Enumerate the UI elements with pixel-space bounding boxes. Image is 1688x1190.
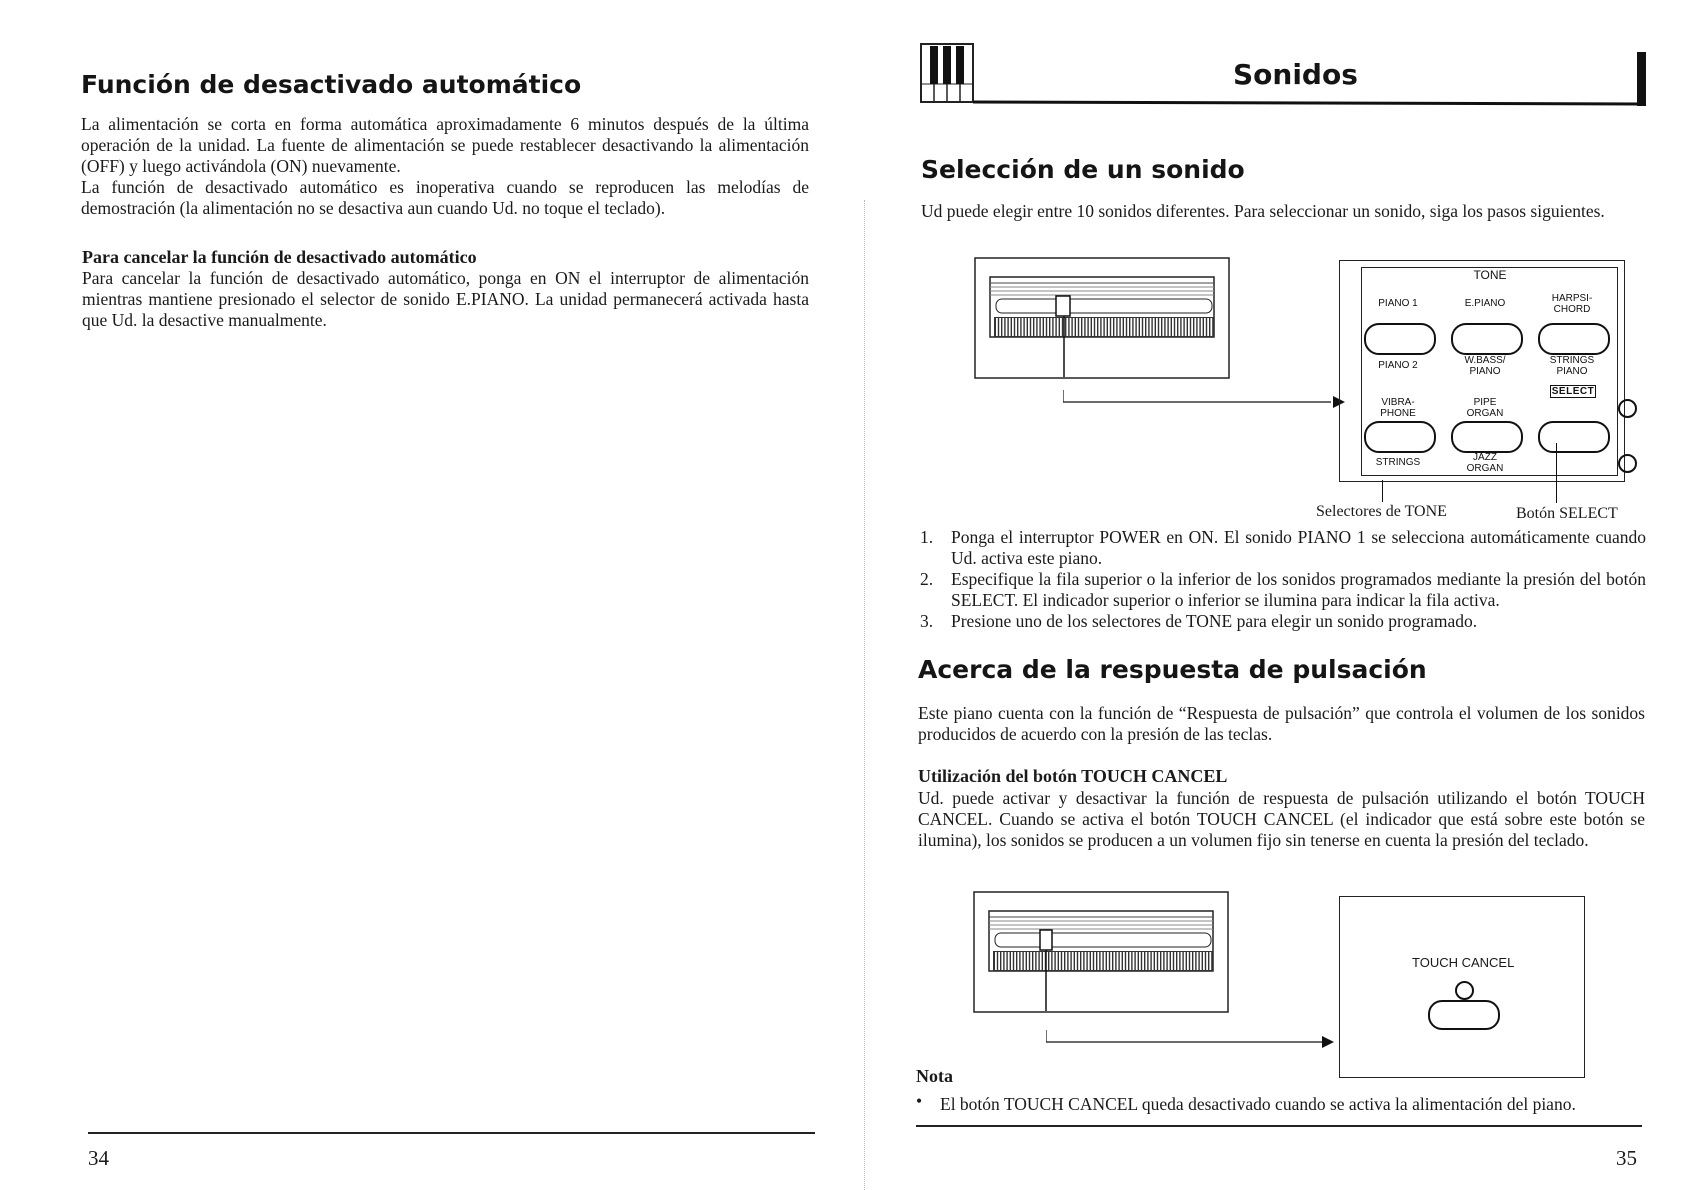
piano-key <box>1153 318 1155 336</box>
piano-key <box>1043 952 1045 970</box>
left-heading: Función de desactivado automático <box>81 70 582 99</box>
steps-list <box>920 527 1646 632</box>
select-label: SELECT <box>1551 386 1595 397</box>
tone-label: E.PIANO <box>1464 298 1506 309</box>
paragraph: La alimentación se corta en forma automática aproximadamente 6 minutos después de la última operación de la unidad. La fuente de alimentación se puede restablecer desactivando la alimentación (OFF) y luego activándola (ON) nuevamente. <box>81 114 809 176</box>
tone-button[interactable] <box>1451 421 1523 453</box>
list-item: 3. Presione uno de los selectores de TONE para elegir un sonido programado. <box>920 611 1478 631</box>
piano-key <box>1155 952 1157 970</box>
piano-key <box>1091 952 1093 970</box>
tone-label: W.BASS/ PIANO <box>1464 355 1506 377</box>
piano-key <box>1053 952 1055 970</box>
piano-key <box>1136 952 1138 970</box>
piano-key <box>1104 952 1106 970</box>
piano-key <box>1069 952 1071 970</box>
list-item: 1. Ponga el interruptor POWER en ON. El sonido PIANO 1 se selecciona automáticamente cuando Ud. activa este piano. <box>920 527 1646 568</box>
piano-key <box>1041 318 1043 336</box>
piano-key <box>1152 952 1154 970</box>
piano-key <box>1191 318 1193 336</box>
page-gutter <box>864 200 866 1190</box>
piano-key <box>1006 318 1008 336</box>
piano-key <box>1018 318 1020 336</box>
piano-key <box>1108 318 1110 336</box>
piano-key <box>1094 952 1096 970</box>
note-bullet: • <box>916 1091 923 1111</box>
right-page-number: 35 <box>1616 1146 1637 1170</box>
piano-key <box>1187 952 1189 970</box>
piano-key <box>1114 318 1116 336</box>
piano-key <box>1014 952 1016 970</box>
piano-key <box>1001 952 1003 970</box>
piano-key <box>1012 318 1014 336</box>
piano-key <box>1159 318 1161 336</box>
piano-key <box>1182 318 1184 336</box>
piano-key <box>1072 952 1074 970</box>
piano-key <box>1085 952 1087 970</box>
piano-key <box>1021 952 1023 970</box>
piano-key <box>1209 952 1211 970</box>
piano-key <box>1168 952 1170 970</box>
piano-key <box>1166 318 1168 336</box>
piano-key <box>1089 318 1091 336</box>
piano-key <box>1129 952 1131 970</box>
piano-key <box>1005 952 1007 970</box>
select-callout-line <box>1556 443 1557 503</box>
piano-key <box>1174 952 1176 970</box>
piano-key <box>1098 318 1100 336</box>
piano-key <box>1034 318 1036 336</box>
tone-label: STRINGS <box>1375 457 1421 468</box>
tone-button[interactable] <box>1364 323 1436 355</box>
tone-label: HARPSI- CHORD <box>1551 293 1593 315</box>
piano-key <box>1056 952 1058 970</box>
piano-key <box>1086 318 1088 336</box>
piano-key <box>1047 318 1049 336</box>
piano-key <box>1092 318 1094 336</box>
piano-key <box>1123 952 1125 970</box>
upper-row-indicator <box>1618 399 1637 418</box>
piano-key <box>1121 318 1123 336</box>
piano-key <box>1059 952 1061 970</box>
section1-intro: Ud puede elegir entre 10 sonidos diferentes. Para seleccionar un sonido, siga los pasos siguientes. <box>921 201 1605 221</box>
piano-key <box>1130 318 1132 336</box>
piano-key <box>1081 952 1083 970</box>
piano-key <box>1156 318 1158 336</box>
piano-key <box>1171 952 1173 970</box>
piano-key <box>1206 952 1208 970</box>
piano-key <box>1011 952 1013 970</box>
caption-tone-selectors: Selectores de TONE <box>1316 503 1447 520</box>
piano-key <box>1190 952 1192 970</box>
piano-key <box>1038 318 1040 336</box>
piano-key <box>1031 318 1033 336</box>
select-button[interactable] <box>1538 421 1610 453</box>
piano-key <box>1065 952 1067 970</box>
tone-label: STRINGS PIANO <box>1549 355 1595 377</box>
piano-key <box>1185 318 1187 336</box>
left-subparagraph: Para cancelar la función de desactivado automático, ponga en ON el interruptor de alimentación mientras mantiene presionado el selector de sonido E.PIANO. La unidad permanecerá activada hasta que Ud. la desactive manualmente. <box>82 268 809 330</box>
piano-key <box>1124 318 1126 336</box>
tone-callout-line <box>1382 480 1383 502</box>
piano-key <box>1079 318 1081 336</box>
tone-label: VIBRA- PHONE <box>1380 397 1416 419</box>
section1-heading: Selección de un sonido <box>921 155 1245 184</box>
piano-key <box>1033 952 1035 970</box>
piano-key <box>1105 318 1107 336</box>
piano-key <box>1200 952 1202 970</box>
left-subheading: Para cancelar la función de desactivado automático <box>82 247 477 267</box>
piano-key <box>1177 952 1179 970</box>
piano-key <box>1113 952 1115 970</box>
piano-key <box>1184 952 1186 970</box>
piano-key <box>1076 318 1078 336</box>
piano-key <box>1118 318 1120 336</box>
piano-key <box>1181 952 1183 970</box>
touch-cancel-indicator <box>1455 981 1474 1000</box>
piano-key <box>1088 952 1090 970</box>
piano-key <box>1075 952 1077 970</box>
tone-label: PIPE ORGAN <box>1466 397 1504 419</box>
touch-cancel-button[interactable] <box>1428 1000 1500 1030</box>
piano-key <box>1201 318 1203 336</box>
piano-key <box>1073 318 1075 336</box>
piano-key <box>1137 318 1139 336</box>
piano-key <box>1025 318 1027 336</box>
piano-key <box>1008 952 1010 970</box>
connector-arrow <box>1046 1030 1346 1060</box>
piano-key <box>1028 318 1030 336</box>
tone-title: TONE <box>1473 268 1507 282</box>
piano-key <box>1149 952 1151 970</box>
note-title: Nota <box>916 1066 953 1086</box>
piano-key <box>1070 318 1072 336</box>
piano-key <box>1145 952 1147 970</box>
piano-key <box>1082 318 1084 336</box>
piano-key <box>1165 952 1167 970</box>
piano-key <box>1040 952 1042 970</box>
note-text: El botón TOUCH CANCEL queda desactivado cuando se activa la alimentación del piano. <box>940 1094 1576 1114</box>
piano-key <box>1066 318 1068 336</box>
piano-key <box>1110 952 1112 970</box>
connector-arrow <box>1063 390 1363 420</box>
keyboard-diagram <box>974 257 1230 379</box>
piano-key <box>1194 318 1196 336</box>
piano-key <box>998 952 1000 970</box>
piano-key <box>1049 952 1051 970</box>
tone-button[interactable] <box>1451 323 1523 355</box>
piano-key <box>1027 952 1029 970</box>
piano-key <box>1037 952 1039 970</box>
tone-label: JAZZ ORGAN <box>1466 452 1504 474</box>
right-footer-rule <box>916 1125 1642 1127</box>
left-page-number: 34 <box>88 1146 109 1170</box>
tone-button[interactable] <box>1364 421 1436 453</box>
chapter-title: Sonidos <box>1233 58 1358 91</box>
keyboard-diagram <box>973 891 1229 1013</box>
left-paragraphs <box>81 114 809 219</box>
piano-key <box>1178 318 1180 336</box>
piano-key <box>1111 318 1113 336</box>
piano-key <box>1142 952 1144 970</box>
piano-key <box>1169 318 1171 336</box>
piano-key <box>1162 318 1164 336</box>
left-footer-rule <box>88 1132 815 1134</box>
piano-key <box>1193 952 1195 970</box>
piano-key <box>1062 952 1064 970</box>
piano-key <box>1054 318 1056 336</box>
piano-key <box>1133 952 1135 970</box>
piano-key <box>1044 318 1046 336</box>
piano-key <box>1158 952 1160 970</box>
piano-key <box>1057 318 1059 336</box>
piano-key <box>1210 318 1212 336</box>
piano-key <box>1161 952 1163 970</box>
section2-subheading: Utilización del botón TOUCH CANCEL <box>918 766 1228 786</box>
piano-key <box>996 318 998 336</box>
touch-cancel-label: TOUCH CANCEL <box>1412 955 1515 970</box>
tone-label: PIANO 1 <box>1378 298 1418 309</box>
piano-key <box>1017 952 1019 970</box>
piano-key <box>1095 318 1097 336</box>
piano-key <box>1150 318 1152 336</box>
tone-label: PIANO 2 <box>1378 360 1418 371</box>
piano-key <box>1139 952 1141 970</box>
piano-key <box>1204 318 1206 336</box>
piano-key <box>995 952 997 970</box>
lower-row-indicator <box>1618 454 1637 473</box>
list-item: 2. Especifique la fila superior o la inferior de los sonidos programados mediante la presión del botón SELECT. El indicador superior o inferior se ilumina para indicar la fila activa. <box>920 569 1646 610</box>
piano-key <box>1203 952 1205 970</box>
piano-key <box>1002 318 1004 336</box>
piano-key <box>1172 318 1174 336</box>
piano-key <box>1030 952 1032 970</box>
piano-key <box>999 318 1001 336</box>
piano-key <box>1107 952 1109 970</box>
piano-key <box>1009 318 1011 336</box>
section2-heading: Acerca de la respuesta de pulsación <box>918 655 1427 684</box>
piano-key <box>1097 952 1099 970</box>
piano-key <box>1102 318 1104 336</box>
caption-select-button: Botón SELECT <box>1516 505 1618 522</box>
piano-key <box>1117 952 1119 970</box>
piano-key <box>1188 318 1190 336</box>
tone-button[interactable] <box>1538 323 1610 355</box>
piano-key <box>1101 952 1103 970</box>
section2-body: Ud. puede activar y desactivar la función de respuesta de pulsación utilizando el botón TOUCH CANCEL. Cuando se activa el botón TOUCH CANCEL (el indicador que está sobre este botón se ilumina), los sonidos se producen a un volumen fijo sin tenerse en cuenta la presión del teclado. <box>918 788 1645 850</box>
piano-key <box>1024 952 1026 970</box>
paragraph: La función de desactivado automático es inoperativa cuando se reproducen las melodías de demostración (la alimentación no se desactiva aun cuando Ud. no toque el teclado). <box>81 177 809 218</box>
section2-intro: Este piano cuenta con la función de “Respuesta de pulsación” que controla el volumen de los sonidos producidos de acuerdo con la presión de las teclas. <box>918 703 1645 744</box>
piano-key <box>1146 318 1148 336</box>
piano-key <box>1022 318 1024 336</box>
tone-panel <box>1339 260 1625 482</box>
chapter-header <box>920 42 1650 106</box>
piano-key <box>1198 318 1200 336</box>
piano-key <box>1120 952 1122 970</box>
piano-key <box>1134 318 1136 336</box>
piano-key <box>1143 318 1145 336</box>
piano-key <box>1078 952 1080 970</box>
piano-key <box>1140 318 1142 336</box>
piano-key <box>1175 318 1177 336</box>
piano-key <box>1207 318 1209 336</box>
piano-key <box>1050 318 1052 336</box>
piano-key <box>1126 952 1128 970</box>
piano-key <box>1127 318 1129 336</box>
piano-key <box>1015 318 1017 336</box>
piano-key <box>1197 952 1199 970</box>
touch-cancel-panel <box>1339 896 1585 1078</box>
piano-key <box>1060 318 1062 336</box>
